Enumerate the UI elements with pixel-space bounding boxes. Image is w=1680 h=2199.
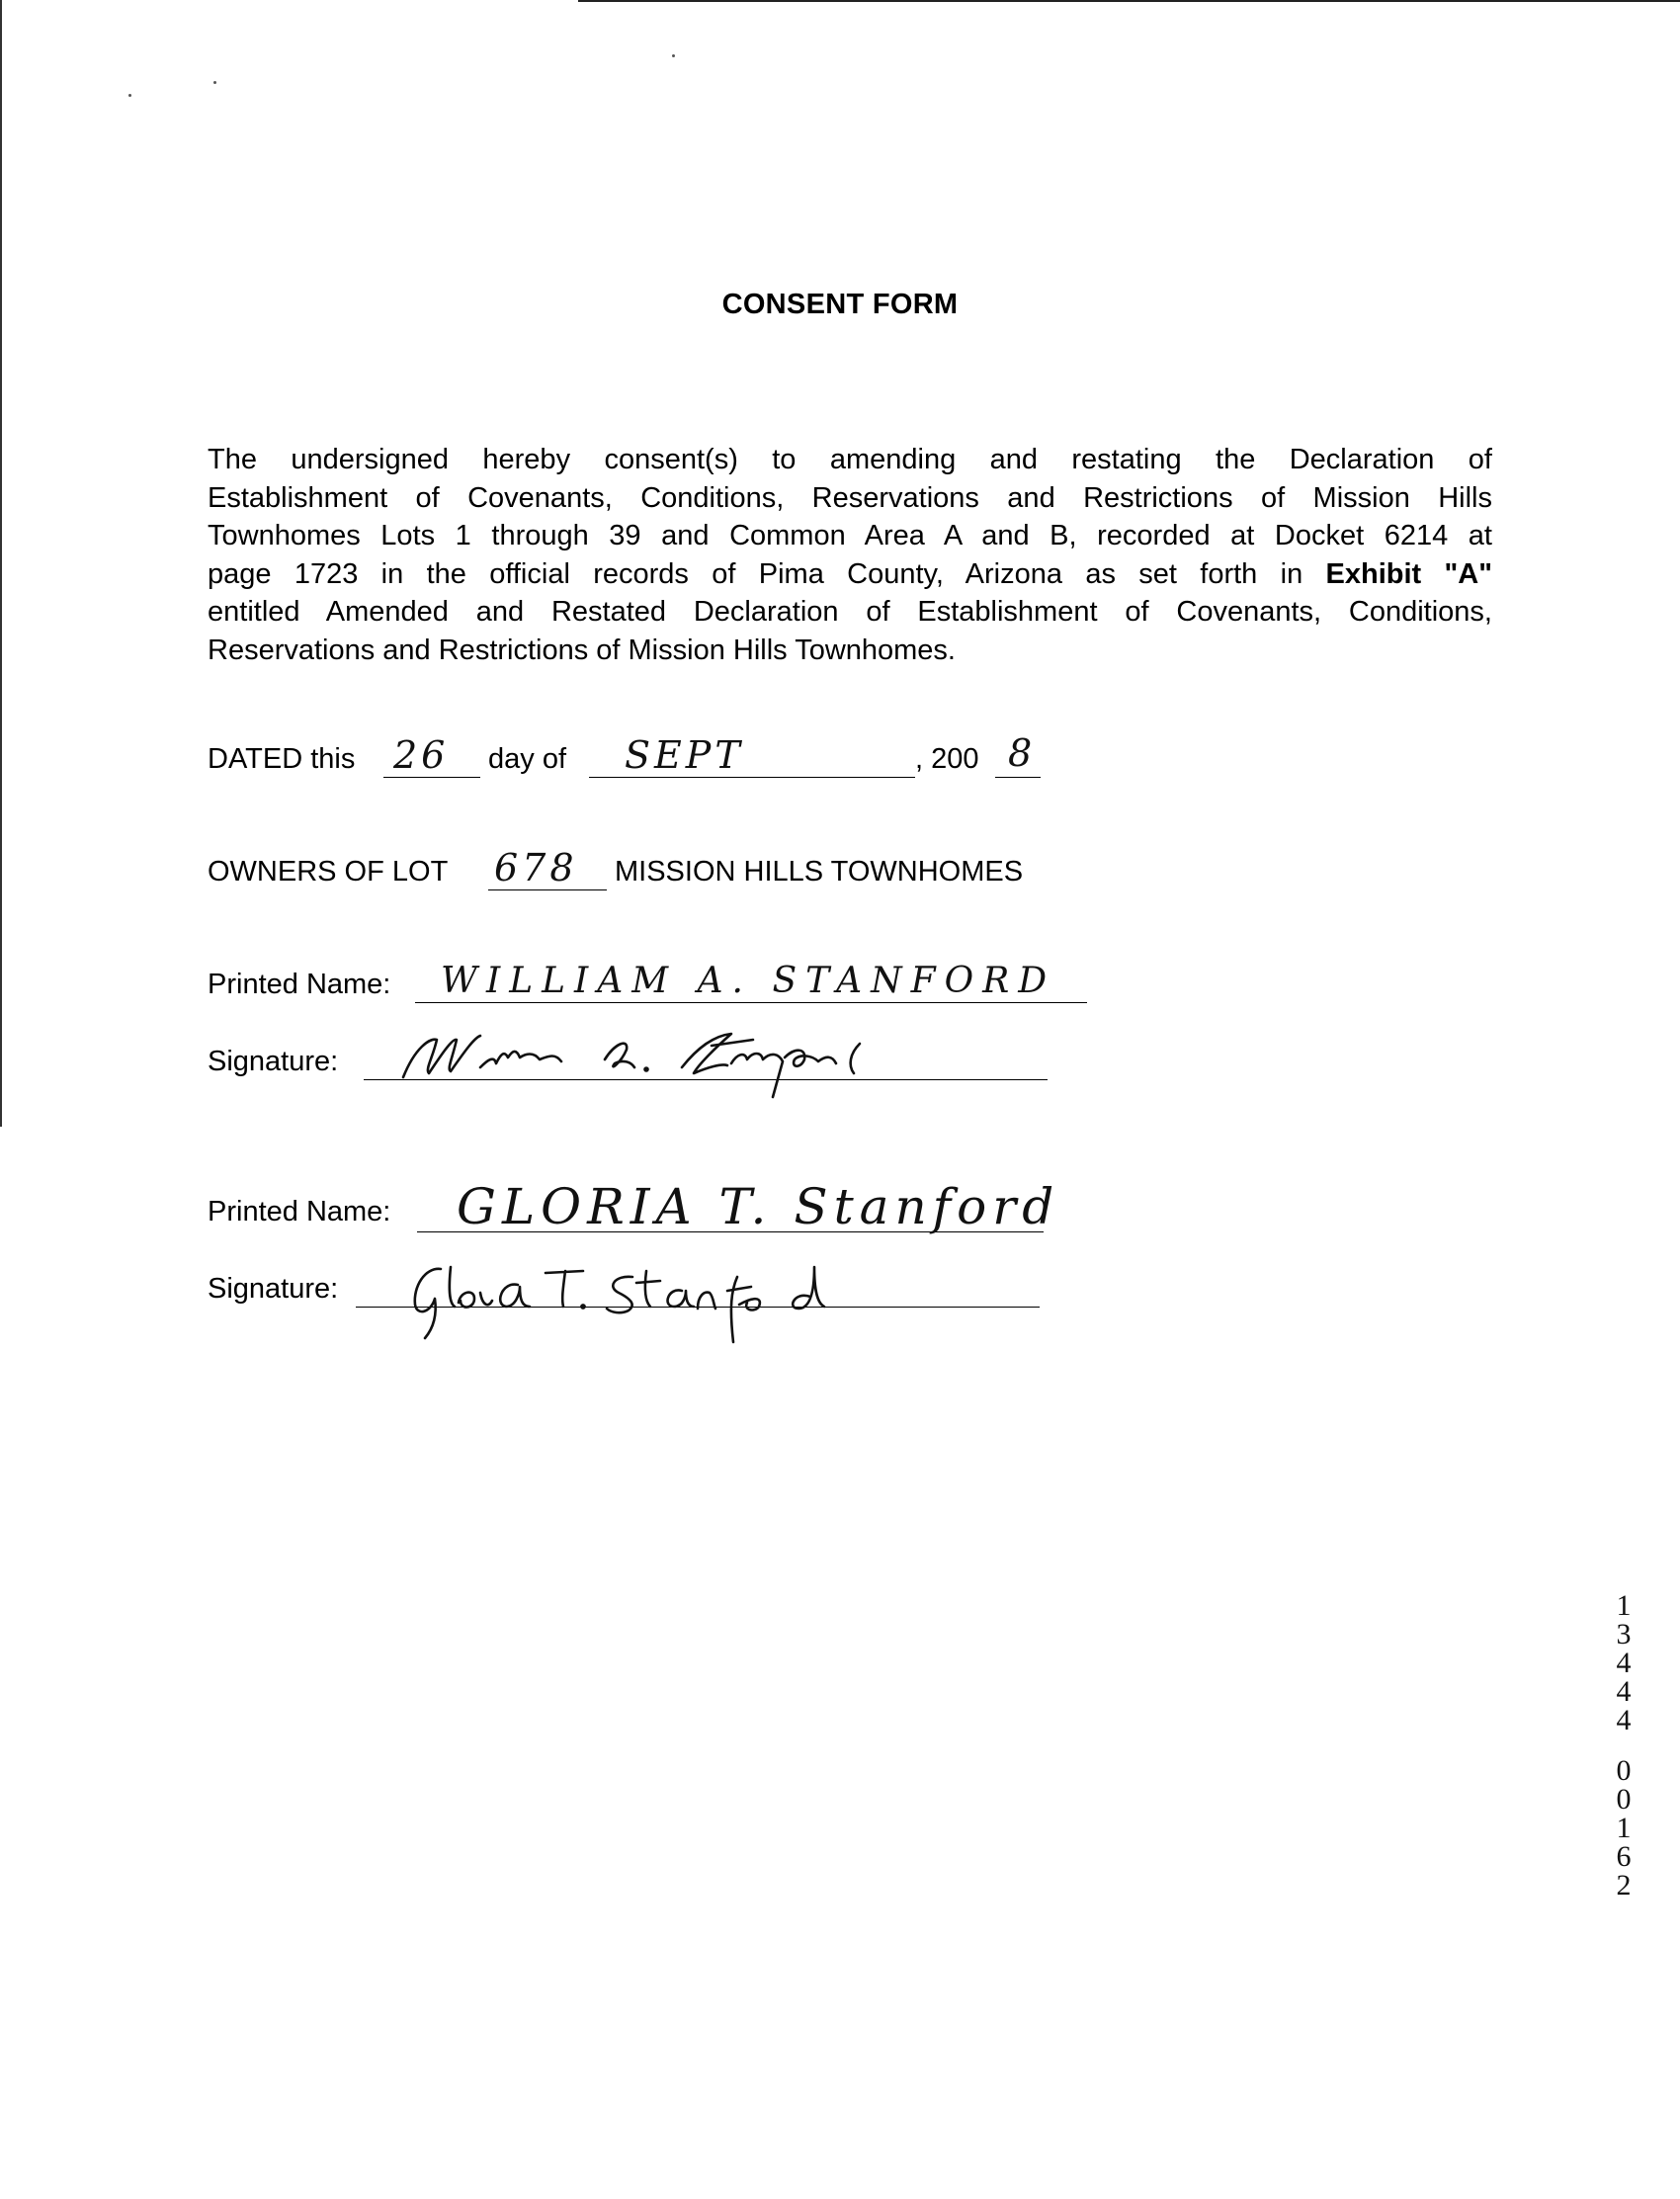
stamp-digit: 4 bbox=[1616, 1704, 1632, 1736]
dayof-label: day of bbox=[488, 743, 566, 775]
printed-name-value-1: WILLIAM A. STANFORD bbox=[441, 961, 1056, 1001]
printed-name-label-2: Printed Name: bbox=[208, 1196, 391, 1227]
lot-field[interactable] bbox=[488, 889, 607, 890]
stamp-digit: 1 bbox=[1616, 1589, 1632, 1622]
signature-1 bbox=[385, 1008, 998, 1107]
paragraph-line-text: page 1723 in the official records of Pima County, Arizona as set forth in bbox=[208, 557, 1303, 590]
year-field[interactable] bbox=[995, 777, 1041, 778]
paragraph-line bbox=[208, 555, 1492, 594]
stamp-digit: 2 bbox=[1616, 1869, 1632, 1902]
owners-suffix: MISSION HILLS TOWNHOMES bbox=[615, 856, 1024, 888]
exhibit-reference: Exhibit "A" bbox=[1325, 557, 1492, 590]
consent-paragraph bbox=[208, 441, 1492, 669]
day-field[interactable] bbox=[383, 777, 480, 778]
dated-label: DATED this bbox=[208, 743, 356, 775]
month-field[interactable] bbox=[589, 777, 915, 778]
stamp-digit: 6 bbox=[1616, 1840, 1632, 1873]
paragraph-line: Townhomes Lots 1 through 39 and Common Area A and B, recorded at Docket 6214 at bbox=[208, 520, 1492, 551]
year-label: , 200 bbox=[915, 743, 979, 775]
scan-edge-left bbox=[0, 0, 2, 1127]
day-value: 26 bbox=[393, 733, 450, 777]
month-value: SEPT bbox=[625, 733, 744, 777]
dated-row bbox=[208, 743, 355, 776]
stamp-digit: 1 bbox=[1616, 1812, 1632, 1844]
signature-label-2: Signature: bbox=[208, 1273, 339, 1305]
stamp-gap bbox=[1609, 1734, 1638, 1756]
scan-edge-top bbox=[578, 0, 1680, 2]
stamp-digit: 0 bbox=[1616, 1783, 1632, 1816]
printed-name-value-2: GLORIA T. Stanford bbox=[457, 1178, 1060, 1235]
signature-2 bbox=[395, 1247, 909, 1346]
lot-value: 678 bbox=[494, 846, 578, 889]
signature-label-1: Signature: bbox=[208, 1046, 339, 1077]
scan-speck bbox=[672, 54, 675, 57]
owners-label: OWNERS OF LOT bbox=[208, 856, 449, 888]
paragraph-line: Reservations and Restrictions of Mission Hills Townhomes. bbox=[208, 634, 956, 666]
year-value: 8 bbox=[1008, 731, 1037, 775]
stamp-digit: 4 bbox=[1616, 1675, 1632, 1708]
paragraph-line: The undersigned hereby consent(s) to amending and restating the Declaration of bbox=[208, 444, 1492, 475]
paragraph-line: Establishment of Covenants, Conditions, Reservations and Restrictions of Mission Hills bbox=[208, 481, 1492, 514]
printed-name-field-1[interactable] bbox=[415, 1002, 1087, 1003]
paragraph-line: entitled Amended and Restated Declaration of Establishment of Covenants, Conditions, bbox=[208, 596, 1492, 628]
stamp-digit: 0 bbox=[1616, 1754, 1632, 1787]
scan-speck bbox=[128, 94, 131, 97]
printed-name-label-1: Printed Name: bbox=[208, 969, 391, 1000]
form-title: CONSENT FORM bbox=[721, 289, 959, 320]
stamp-digit: 3 bbox=[1616, 1618, 1632, 1650]
bates-stamp bbox=[1609, 1591, 1638, 1900]
scan-speck bbox=[213, 81, 216, 84]
stamp-digit: 4 bbox=[1616, 1647, 1632, 1679]
